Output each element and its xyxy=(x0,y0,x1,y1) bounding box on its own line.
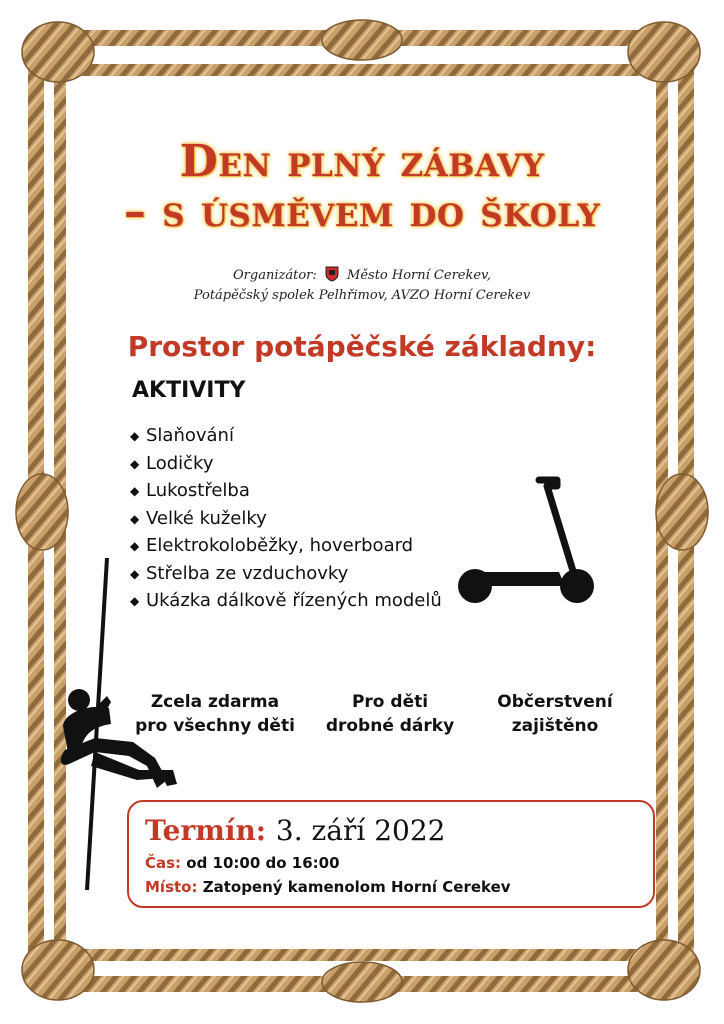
place-value: Zatopený kamenolom Horní Cerekev xyxy=(202,878,511,896)
list-item: ◆ Lodičky xyxy=(130,450,442,478)
info-gifts: Pro děti drobné dárky xyxy=(325,692,455,736)
place-label: Místo: xyxy=(145,878,198,896)
organizer-town: Město Horní Cerekev, xyxy=(347,268,491,283)
bullet-icon: ◆ xyxy=(130,594,140,608)
bullet-icon: ◆ xyxy=(130,429,140,443)
scooter-icon xyxy=(455,474,597,606)
organizer-line-1 xyxy=(0,266,724,283)
info-free: Zcela zdarma pro všechny děti xyxy=(135,692,295,736)
list-item: ◆ Velké kuželky xyxy=(130,505,442,533)
bullet-icon: ◆ xyxy=(130,539,140,553)
time-label: Čas: xyxy=(145,854,182,872)
list-item: ◆ Střelba ze vzduchovky xyxy=(130,560,442,588)
event-date xyxy=(145,814,445,847)
town-crest-icon xyxy=(325,266,339,282)
bullet-icon: ◆ xyxy=(130,456,140,471)
organizer-label: Organizátor: xyxy=(233,268,317,283)
event-time xyxy=(145,854,340,872)
bullet-icon: ◆ xyxy=(130,566,140,581)
time-value: od 10:00 do 16:00 xyxy=(186,854,340,872)
bullet-icon: ◆ xyxy=(130,511,140,526)
title-line-1: Den plný zábavy xyxy=(179,136,545,187)
info-refreshments: Občerstvení zajištěno xyxy=(497,692,613,736)
list-item: ◆ Ukázka dálkově řízených modelů xyxy=(130,587,442,615)
organizer-line-2: Potápěčský spolek Pelhřimov, AVZO Horní Cerekev xyxy=(193,288,531,303)
list-item: ◆ Slaňování xyxy=(130,422,442,450)
list-item: ◆ Lukostřelba xyxy=(130,477,442,505)
event-place xyxy=(145,878,511,896)
title-line-2: – s úsměvem do školy xyxy=(123,186,601,237)
venue-subtitle: Prostor potápěčské základny: xyxy=(127,330,597,363)
term-value: 3. září 2022 xyxy=(275,814,446,847)
list-item: ◆ Elektrokoloběžky, hoverboard xyxy=(130,532,442,560)
activities-heading: AKTIVITY xyxy=(132,378,246,403)
event-details-box xyxy=(127,800,655,908)
bullet-icon: ◆ xyxy=(130,484,140,498)
term-label: Termín: xyxy=(145,814,267,847)
